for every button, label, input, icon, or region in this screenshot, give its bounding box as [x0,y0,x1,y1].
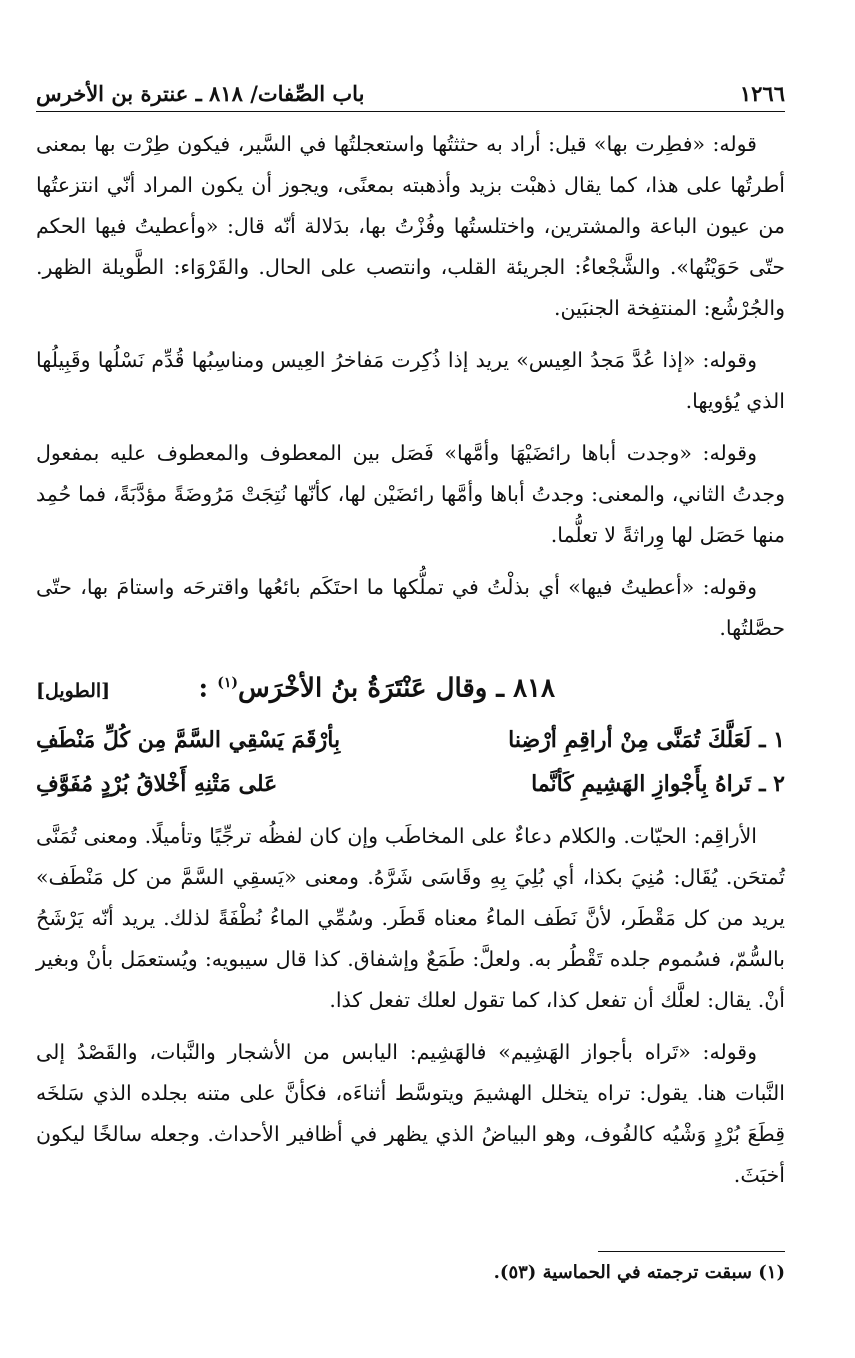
verse-first-hemistich: تَراهُ بِأَجْوازِ الهَشِيمِ كَأنَّما [531,770,752,797]
commentary-paragraph: قوله: «فطِرت بها» قيل: أراد به حثثتُها واستعجلتُها في السَّير، فيكون طِرْت بها بمعنى أطرتُها على هذا، كما يقال ذهبْت بزيد وأذهبته بمعنًى، ويجوز أن يكون المراد أنّي انتزعتُها من عيون الباعة والمشترين، واختلستُها وفُزْتُ بها، بدَلالة أنّه قال: «وأعطيتُ فيها الحكم حتّى حَوَيْتُها». والشَّجْعاءُ: الجريئة القلب، وانتصب على الحال. والقَرْوَاء: الطَّويلة الظهر. والجُرْشُع: المنتفِخة الجنبَين. [36,132,785,320]
commentary-paragraph: وقوله: «وجدت أباها رائضَيْهَا وأمَّها» فَصَل بين المعطوف والمعطوف عليه بمفعول وجدتُ الثاني، والمعنى: وجدتُ أباها وأمَّها رائضَيْن لها، كأنّها نُتِجَتْ مَرُوضَةً مؤدَّبَةً، فما حُمِد منها حَصَل لها وِراثةً لا تعلُّما. [36,441,785,547]
footnote-reference[interactable]: (١) [217,675,238,691]
verse-second-hemistich: بِأرْقَمَ يَسْقِي السَّمَّ مِن كُلِّ مَنْطَفِ [36,726,341,753]
verse-line [36,718,785,762]
commentary-paragraph: وقوله: «تَراه بأجواز الهَشِيم» فالهَشِيم: اليابس من الأشجار والنَّبات، والقَصْدُ إلى النَّبات هنا. يقول: تراه يتخلل الهشيمَ ويتوسَّط أثناءَه، فكأنَّ على متنه بجلده الذي سَلخَه قِطَعَ بُرْدٍ وَشْيُه كالفُوف، وهو البياضُ الذي يظهر في أظافير الأحداث. وجعله سالخًا ليكون أخبَثَ. [36,1039,785,1187]
footnote-marker: (١) [758,1262,785,1283]
verse-number: ٢ ـ [759,770,785,797]
commentary-paragraph: وقوله: «أعطيتُ فيها» أي بذلْتُ في تملُّكها ما احتَكَم بائعُها واقترحَه واستامَ بها، حتّى حصَّلتُها. [36,575,785,640]
poem-meter: [الطويل] [36,679,111,702]
verse-number: ١ ـ [759,726,785,753]
footnote [494,1262,785,1283]
verse-first-hemistich: لَعَلَّكَ تُمَنَّى مِنْ أراقِمِ أرْضِنا [508,726,752,753]
footnote-divider [598,1251,785,1252]
verse-line [36,762,785,806]
page-header [36,74,785,112]
commentary-paragraph: وقوله: «إذا عُدَّ مَجدُ العِيس» يريد إذا ذُكِرت مَفاخرُ العِيس ومناسِبُها قُدِّم نَسْلُها وقَبِيلُها الذي يُؤويها. [36,348,785,413]
page-body [36,124,785,1207]
header-divider [36,111,785,112]
poem-title: ٨١٨ ـ وقال عَنْتَرَةُ بنُ الأخْرَس$^{(١)}$ : [198,673,555,704]
running-title: باب الصِّفات/ ٨١٨ ـ عنترة بن الأخرس [36,80,365,106]
page-number: ١٢٦٦ [739,80,785,106]
footnote-text: سبقت ترجمته في الحماسية (٥٣). [493,1262,752,1283]
verse-second-hemistich: عَلى مَتْنِهِ أَخْلاقُ بُرْدٍ مُفَوَّفِ [36,770,278,797]
commentary-paragraph: الأراقِم: الحيّات. والكلام دعاءٌ على المخاطَب وإن كان لفظُه ترجِّيًا وتأميلًا. ومعنى تُمَنَّى تُمتحَن. يُقَال: مُنِيَ بكذا، أي بُلِيَ بِهِ وقَاسَى شَرَّهُ. ومعنى «يَسقِي السَّمَّ من كل مَنْطَف» يريد من كل مَقْطَر، لأنَّ نَطَف الماءُ معناه قَطَر. وسُمِّي الماءُ نُطْفَةً لذلك. يريد أنّه يَرْشَحُ بالسُّمّ، فسُموم جلده تَقْطُر به. ولعلَّ: طَمَعٌ وإشفاق. كذا قال سيبويه: ويُستعمَل بأنْ وبغير أنْ. يقال: لعلَّك أن تفعل كذا، كما تقول لعلك تفعل كذا. [36,823,785,1012]
poem-heading [36,663,785,712]
